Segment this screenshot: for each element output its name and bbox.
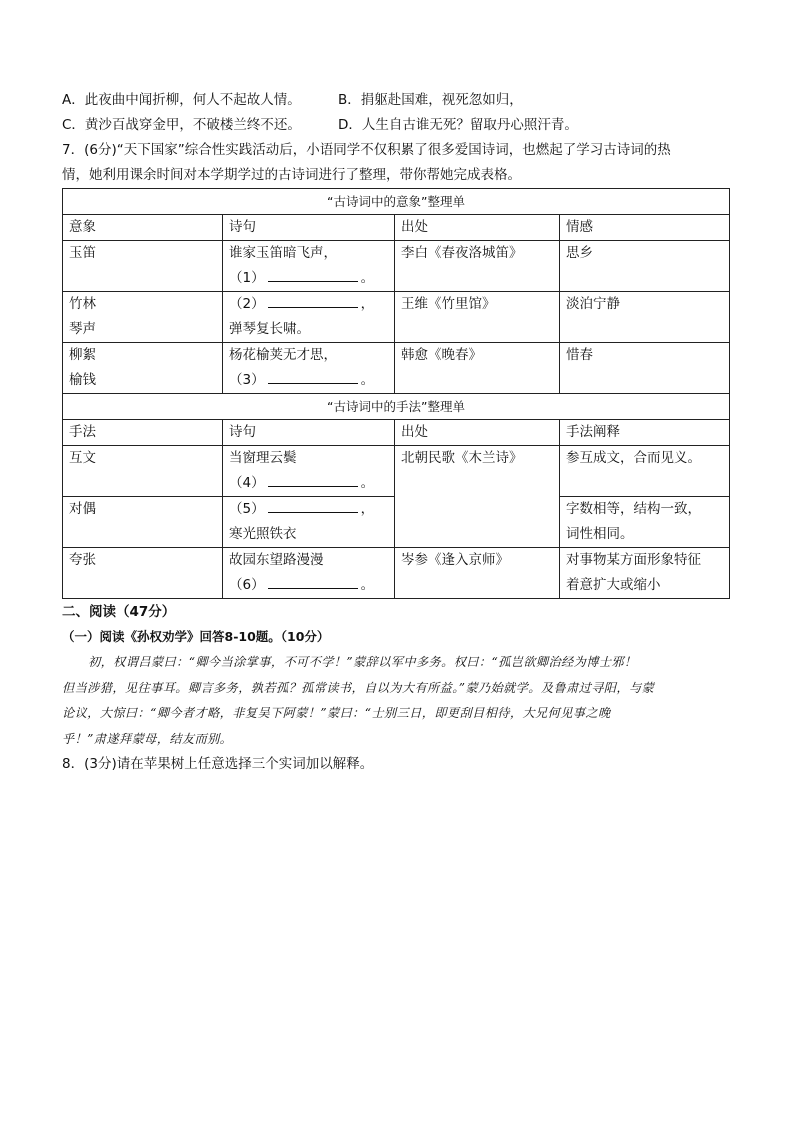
- verse-line: [229, 368, 388, 393]
- table2-header-source: 出处: [395, 420, 560, 446]
- option-c: C．黄沙百战穿金甲，不破楼兰终不还。: [62, 117, 301, 133]
- verse-line: 谁家玉笛暗飞声，: [229, 245, 337, 261]
- table2-title: “古诗词中的手法”整理单: [63, 394, 730, 420]
- punctuation: 。: [360, 577, 375, 593]
- answer-blank-3[interactable]: [268, 368, 358, 384]
- explain-cell: [560, 446, 730, 497]
- imagery-word: 琴声: [69, 321, 96, 337]
- table1-header-row: [63, 215, 730, 241]
- question-7-line-1: 7．(6分)“天下国家”综合性实践活动后，小语同学不仅积累了很多爱国诗词，也燃起了学习古诗词的热: [62, 142, 671, 158]
- explain-cell: [560, 497, 730, 548]
- table1-row: [63, 292, 730, 343]
- emotion-cell: 惜春: [560, 343, 730, 394]
- emotion-cell: 思乡: [560, 241, 730, 292]
- punctuation: 。: [360, 372, 375, 388]
- explain-line: 参互成文，合而见义。: [566, 450, 701, 466]
- imagery-word: 柳絮: [69, 347, 96, 363]
- table1-header-imagery: 意象: [63, 215, 223, 241]
- summary-table: [62, 188, 730, 599]
- table2-header-row: [63, 420, 730, 446]
- option-d: D．人生自古谁无死？留取丹心照汗青。: [338, 117, 578, 133]
- shared-source-cell: 北朝民歌《木兰诗》: [395, 446, 560, 548]
- option-a: A．此夜曲中闻折柳，何人不起故人情。: [62, 92, 301, 108]
- section-2-title: 二、阅读（47分）: [62, 604, 176, 620]
- punctuation: 。: [360, 475, 375, 491]
- imagery-cell: [63, 241, 223, 292]
- imagery-cell: [63, 292, 223, 343]
- table2-header-technique: 手法: [63, 420, 223, 446]
- options-row-1: [62, 88, 732, 113]
- verse-line: 故园东望路漫漫: [229, 552, 324, 568]
- verse-line: [229, 292, 388, 317]
- question-7: [62, 138, 732, 188]
- verse-line: [229, 497, 388, 522]
- table1-header-source: 出处: [395, 215, 560, 241]
- technique-cell: 对偶: [63, 497, 223, 548]
- explain-cell: [560, 548, 730, 599]
- emotion-cell: 淡泊宁静: [560, 292, 730, 343]
- blank-number: （5）: [229, 501, 265, 517]
- verse-line: 寒光照铁衣: [229, 526, 297, 542]
- verse-line: 当窗理云鬓: [229, 450, 297, 466]
- question-7-line-2: 情，她利用课余时间对本学期学过的古诗词进行了整理，带你帮她完成表格。: [62, 167, 521, 183]
- answer-blank-2[interactable]: [268, 292, 358, 308]
- option-b: B．捐躯赴国难，视死忽如归，: [338, 92, 523, 108]
- table2-row: [63, 548, 730, 599]
- technique-cell: 夸张: [63, 548, 223, 599]
- answer-blank-6[interactable]: [268, 573, 358, 589]
- answer-blank-5[interactable]: [268, 497, 358, 513]
- source-cell: 韩愈《晚春》: [395, 343, 560, 394]
- source-cell: 岑参《逢入京师》: [395, 548, 560, 599]
- blank-number: （1）: [229, 270, 265, 286]
- blank-number: （4）: [229, 475, 265, 491]
- explain-line: 词性相同。: [566, 526, 634, 542]
- passage-line: 论议，大惊曰：“卿今者才略，非复吴下阿蒙！”蒙曰：“士别三日，即更刮目相待，大兄何见事之晚: [62, 706, 611, 720]
- blank-number: （3）: [229, 372, 265, 388]
- verse-line: [229, 471, 388, 496]
- explain-line: 字数相等，结构一致，: [566, 501, 701, 517]
- table2-row: [63, 446, 730, 497]
- page: [62, 88, 732, 777]
- passage-line: 初，权谓吕蒙曰：“卿今当涂掌事，不可不学！”蒙辞以军中多务。权曰：“孤岂欲卿治经为博士邪！: [88, 655, 637, 669]
- explain-line: 着意扩大或缩小: [566, 577, 661, 593]
- source-cell: 王维《竹里馆》: [395, 292, 560, 343]
- punctuation: 。: [360, 270, 375, 286]
- verse-line: [229, 573, 388, 598]
- verse-cell: [223, 241, 395, 292]
- source-cell: 李白《春夜洛城笛》: [395, 241, 560, 292]
- verse-cell: [223, 446, 395, 497]
- answer-blank-1[interactable]: [268, 266, 358, 282]
- table2-header-verse: 诗句: [223, 420, 395, 446]
- imagery-cell: [63, 343, 223, 394]
- verse-line: 杨花榆荚无才思，: [229, 347, 337, 363]
- verse-cell: [223, 343, 395, 394]
- options-row-2: [62, 113, 732, 138]
- blank-number: （2）: [229, 296, 265, 312]
- technique-cell: 互文: [63, 446, 223, 497]
- imagery-word: 榆钱: [69, 372, 96, 388]
- verse-cell: [223, 548, 395, 599]
- answer-blank-4[interactable]: [268, 471, 358, 487]
- imagery-word: 竹林: [69, 296, 96, 312]
- passage: [62, 650, 732, 752]
- explain-line: 对事物某方面形象特征: [566, 552, 701, 568]
- verse-cell: [223, 497, 395, 548]
- verse-line: 弹琴复长啸。: [229, 321, 310, 337]
- punctuation: ，: [360, 296, 375, 312]
- blank-number: （6）: [229, 577, 265, 593]
- table1-header-emotion: 情感: [560, 215, 730, 241]
- table1-row: [63, 343, 730, 394]
- table2-header-explain: 手法阐释: [560, 420, 730, 446]
- question-8: 8．(3分)请在苹果树上任意选择三个实词加以解释。: [62, 756, 374, 772]
- passage-line: 乎！”肃遂拜蒙母，结友而别。: [62, 731, 233, 746]
- verse-line: [229, 266, 388, 291]
- table1-title: “古诗词中的意象”整理单: [63, 189, 730, 215]
- table1-header-verse: 诗句: [223, 215, 395, 241]
- table1-row: [63, 241, 730, 292]
- punctuation: ，: [360, 501, 375, 517]
- section-2-subtitle: （一）阅读《孙权劝学》回答8-10题。（10分）: [62, 629, 330, 644]
- passage-line: 但当涉猎，见往事耳。卿言多务，孰若孤？孤常读书，自以为大有所益。”蒙乃始就学。及鲁肃过寻阳，与蒙: [62, 680, 655, 695]
- imagery-word: 玉笛: [69, 245, 96, 261]
- verse-cell: [223, 292, 395, 343]
